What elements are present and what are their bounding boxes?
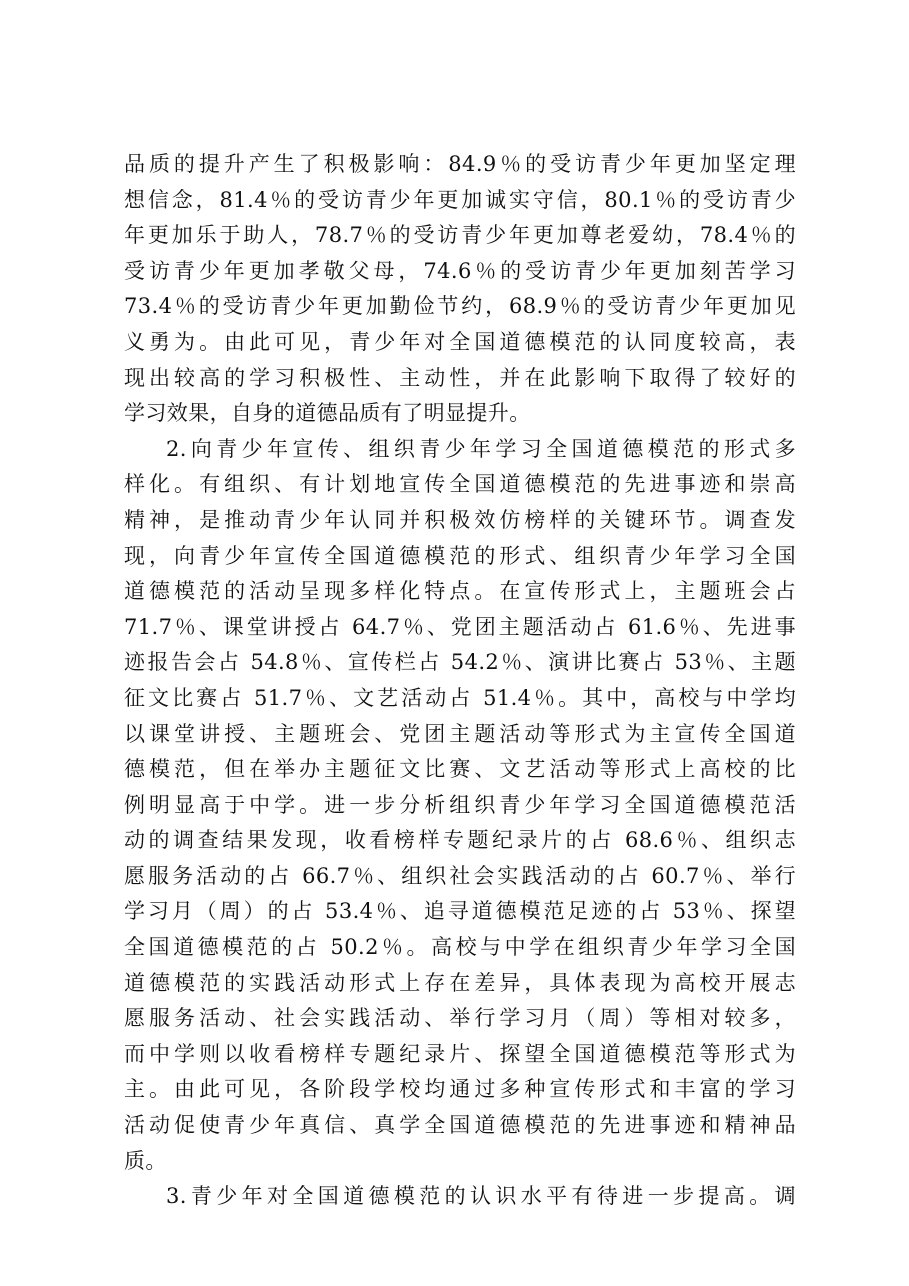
text-line: 动的调查结果发现，收看榜样专题纪录片的占 68.6％、组织志 bbox=[124, 828, 796, 853]
text-line: 义勇为。由此可见，青少年对全国道德模范的认同度较高，表 bbox=[124, 329, 796, 354]
text-line: 73.4％的受访青少年更加勤俭节约，68.9％的受访青少年更加见 bbox=[124, 294, 796, 319]
text-line: 品质的提升产生了积极影响：84.9％的受访青少年更加坚定理 bbox=[124, 152, 796, 176]
section-heading-line: 2.向青少年宣传、组织青少年学习全国道德模范的形式多 bbox=[166, 436, 796, 461]
text-line: 迹报告会占 54.8％、宣传栏占 54.2％、演讲比赛占 53％、主题 bbox=[124, 650, 796, 675]
text-line: 想信念，81.4％的受访青少年更加诚实守信，80.1％的受访青少 bbox=[124, 187, 796, 212]
section-heading-line: 3.青少年对全国道德模范的认识水平有待进一步提高。调 bbox=[166, 1184, 796, 1209]
text-line: 71.7％、课堂讲授占 64.7％、党团主题活动占 61.6％、先进事 bbox=[124, 614, 796, 639]
text-line: 精神，是推动青少年认同并积极效仿榜样的关键环节。调查发 bbox=[124, 507, 796, 532]
text-line: 道德模范的活动呈现多样化特点。在宣传形式上，主题班会占 bbox=[124, 579, 796, 604]
text-line: 受访青少年更加孝敬父母，74.6％的受访青少年更加刻苦学习 bbox=[124, 258, 796, 283]
text-line: 道德模范的实践活动形式上存在差异，具体表现为高校开展志 bbox=[124, 970, 796, 995]
text-line: 现出较高的学习积极性、主动性，并在此影响下取得了较好的 bbox=[124, 365, 796, 390]
text-line: 例明显高于中学。进一步分析组织青少年学习全国道德模范活 bbox=[124, 792, 796, 817]
text-line: 愿服务活动、社会实践活动、举行学习月（周）等相对较多， bbox=[124, 1006, 796, 1031]
text-line: 质。 bbox=[124, 1148, 167, 1173]
text-line: 愿服务活动的占 66.7％、组织社会实践活动的占 60.7％、举行 bbox=[124, 863, 796, 888]
text-line: 活动促使青少年真信、真学全国道德模范的先进事迹和精神品 bbox=[124, 1113, 796, 1138]
text-line: 年更加乐于助人，78.7％的受访青少年更加尊老爱幼，78.4％的 bbox=[124, 223, 796, 248]
text-line: 样化。有组织、有计划地宣传全国道德模范的先进事迹和崇高 bbox=[124, 472, 796, 497]
text-line: 全国道德模范的占 50.2％。高校与中学在组织青少年学习全国 bbox=[124, 935, 796, 960]
text-line: 学习效果，自身的道德品质有了明显提升。 bbox=[124, 401, 531, 426]
text-line: 而中学则以收看榜样专题纪录片、探望全国道德模范等形式为 bbox=[124, 1041, 796, 1066]
text-line: 学习月（周）的占 53.4％、追寻道德模范足迹的占 53％、探望 bbox=[124, 899, 796, 924]
text-line: 德模范，但在举办主题征文比赛、文艺活动等形式上高校的比 bbox=[124, 757, 796, 782]
text-line: 现，向青少年宣传全国道德模范的形式、组织青少年学习全国 bbox=[124, 543, 796, 568]
text-line: 以课堂讲授、主题班会、党团主题活动等形式为主宣传全国道 bbox=[124, 721, 796, 746]
text-line: 主。由此可见，各阶段学校均通过多种宣传形式和丰富的学习 bbox=[124, 1077, 796, 1102]
body-text bbox=[124, 147, 796, 1215]
text-line: 征文比赛占 51.7％、文艺活动占 51.4％。其中，高校与中学均 bbox=[124, 685, 796, 710]
